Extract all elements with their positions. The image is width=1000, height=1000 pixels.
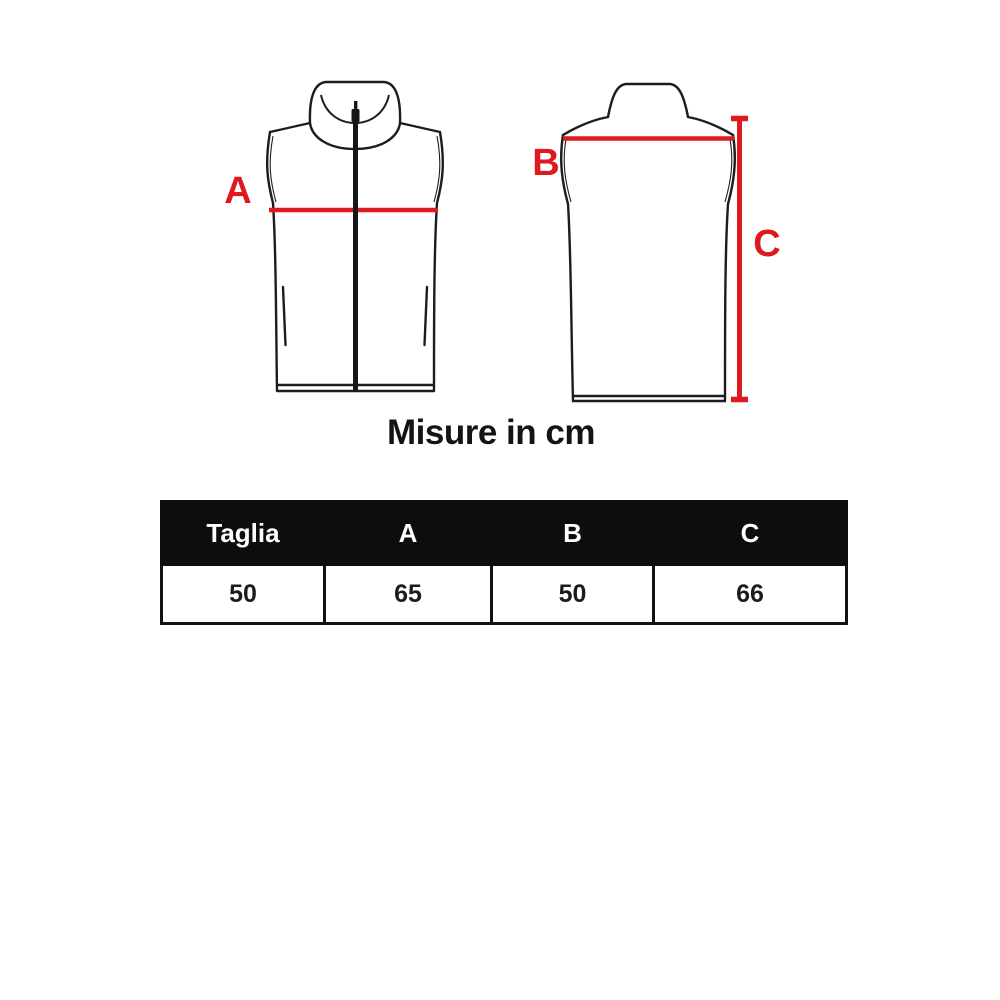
size-table-header-b: B xyxy=(492,502,654,565)
vest-front-zipper-pull xyxy=(352,109,360,122)
size-table-cell-b: 50 xyxy=(492,565,654,624)
size-table-header-taglia: Taglia xyxy=(162,502,325,565)
vest-front-body-outline xyxy=(434,132,443,391)
size-table-header-c: C xyxy=(654,502,847,565)
vest-back-yoke xyxy=(563,117,733,135)
measurements-unit-title: Misure in cm xyxy=(387,413,595,452)
size-table-cell-a: 65 xyxy=(325,565,492,624)
vest-front-pocket-left xyxy=(283,287,286,345)
measurement-label-b: B xyxy=(532,142,560,184)
size-table xyxy=(160,500,848,625)
size-table-header-a: A xyxy=(325,502,492,565)
vest-back-body-outline xyxy=(725,135,735,401)
measurement-label-c: C xyxy=(753,223,781,265)
size-table-cell-size: 50 xyxy=(162,565,325,624)
vest-front-pocket-right xyxy=(425,287,428,345)
vest-front-body-outline xyxy=(267,132,277,391)
measurement-label-a: A xyxy=(224,170,252,212)
size-table-header-row xyxy=(162,502,847,565)
vest-front-illustration xyxy=(250,70,460,415)
vest-front-zipper-tab xyxy=(354,101,357,109)
size-table-cell-c: 66 xyxy=(654,565,847,624)
vest-back-hem xyxy=(572,396,726,401)
vest-back-collar xyxy=(608,84,688,117)
size-table-row xyxy=(162,565,847,624)
